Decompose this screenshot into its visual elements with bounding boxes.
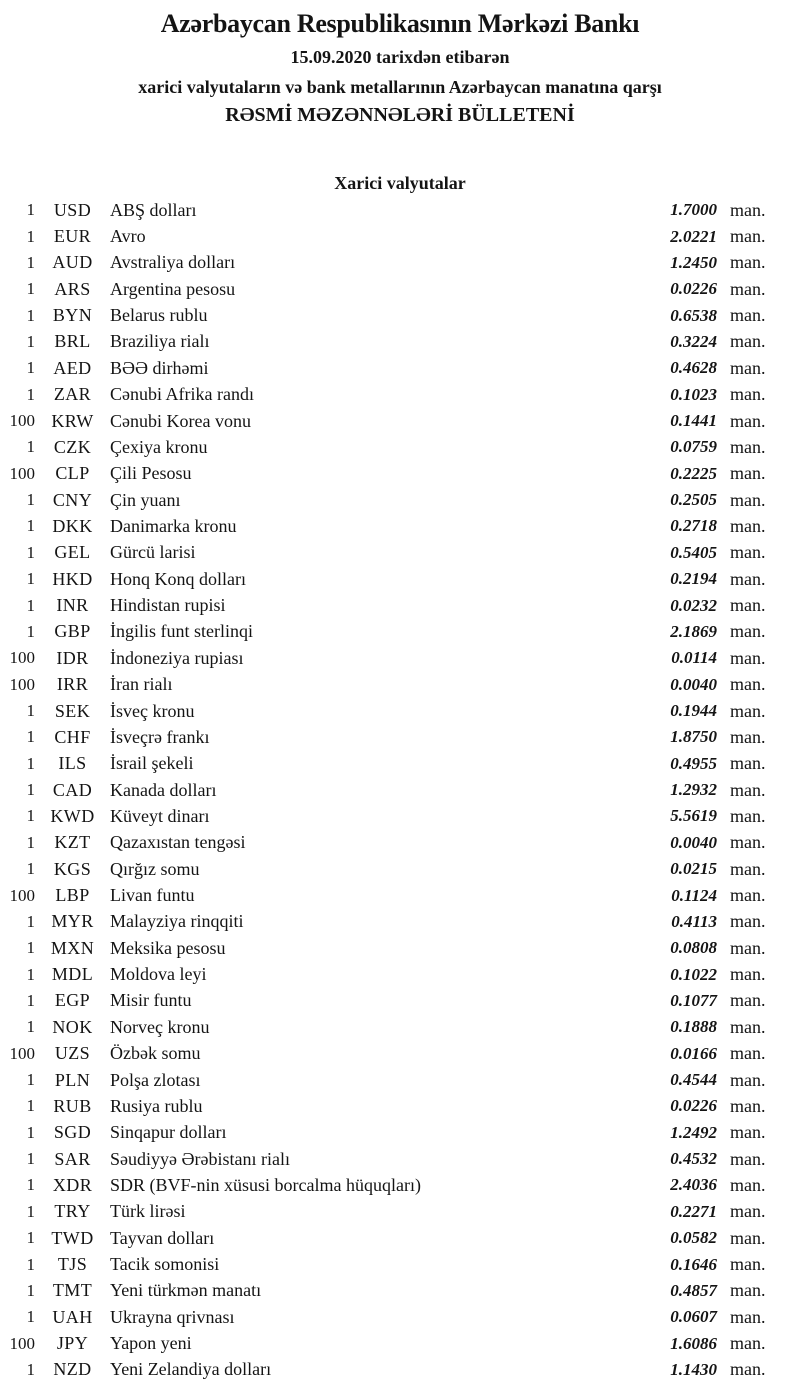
- quantity-cell: 1: [26, 542, 35, 562]
- quantity-cell: 100: [9, 885, 35, 905]
- currency-code-cell: USD: [53, 199, 92, 220]
- rate-value-cell: 0.2505: [670, 490, 717, 510]
- quantity-cell: 100: [9, 463, 35, 483]
- rate-row: [0, 1146, 800, 1172]
- quantity-cell: 1: [26, 621, 35, 641]
- quantity-cell: 1: [26, 859, 35, 879]
- unit-cell: man.: [730, 542, 766, 563]
- quantity-cell: 100: [9, 674, 35, 694]
- currency-code-cell: SEK: [54, 700, 91, 721]
- currency-code-cell: CZK: [53, 436, 92, 457]
- currency-code-cell: GBP: [54, 621, 91, 642]
- rate-value-cell: 0.0040: [670, 832, 717, 852]
- quantity-cell: 1: [26, 1280, 35, 1300]
- currency-name-cell: Misir funtu: [110, 990, 192, 1011]
- rate-row: [0, 803, 800, 829]
- quantity-cell: 1: [26, 200, 35, 220]
- unit-cell: man.: [730, 489, 766, 510]
- rate-row: [0, 434, 800, 460]
- unit-cell: man.: [730, 911, 766, 932]
- rate-value-cell: 0.4955: [670, 753, 717, 773]
- rate-value-cell: 0.0040: [670, 674, 717, 694]
- effective-date-line: 15.09.2020 tarixdən etibarən: [290, 47, 510, 67]
- currency-code-cell: TRY: [54, 1201, 91, 1222]
- unit-cell: man.: [730, 1201, 766, 1222]
- rate-row: [0, 1278, 800, 1304]
- unit-cell: man.: [730, 647, 766, 668]
- unit-cell: man.: [730, 357, 766, 378]
- currency-code-cell: EUR: [53, 226, 92, 247]
- unit-cell: man.: [730, 1359, 766, 1380]
- currency-name-cell: Avro: [110, 226, 146, 247]
- rate-row: [0, 276, 800, 302]
- currency-code-cell: AUD: [52, 252, 93, 273]
- rate-value-cell: 0.4857: [670, 1280, 717, 1300]
- currency-code-cell: ARS: [54, 278, 91, 299]
- currency-code-cell: MDL: [51, 964, 94, 985]
- quantity-cell: 1: [26, 753, 35, 773]
- rate-row: [0, 619, 800, 645]
- rate-value-cell: 0.2225: [670, 463, 717, 483]
- quantity-cell: 1: [26, 595, 35, 615]
- unit-cell: man.: [730, 1016, 766, 1037]
- rate-value-cell: 0.0759: [670, 437, 717, 457]
- unit-cell: man.: [730, 252, 766, 273]
- currency-name-cell: Çexiya kronu: [110, 436, 208, 457]
- rate-value-cell: 2.1869: [670, 621, 717, 641]
- currency-code-cell: JPY: [56, 1333, 89, 1354]
- rate-row: [0, 540, 800, 566]
- rate-value-cell: 1.2492: [670, 1122, 717, 1142]
- rate-row: [0, 724, 800, 750]
- rate-row: [0, 1172, 800, 1198]
- currency-name-cell: Hindistan rupisi: [110, 595, 226, 616]
- unit-cell: man.: [730, 515, 766, 536]
- currency-name-cell: Avstraliya dolları: [110, 252, 236, 273]
- currency-name-cell: Yapon yeni: [110, 1333, 192, 1354]
- rate-row: [0, 302, 800, 328]
- currency-code-cell: KWD: [50, 805, 95, 826]
- quantity-cell: 1: [26, 1228, 35, 1248]
- quantity-cell: 1: [26, 1070, 35, 1090]
- unit-cell: man.: [730, 885, 766, 906]
- rate-row: [0, 461, 800, 487]
- quantity-cell: 1: [26, 1175, 35, 1195]
- currency-code-cell: GEL: [54, 542, 91, 563]
- currency-code-cell: ZAR: [53, 384, 92, 405]
- currency-name-cell: Küveyt dinarı: [110, 805, 210, 826]
- quantity-cell: 1: [26, 701, 35, 720]
- unit-cell: man.: [730, 595, 766, 616]
- currency-code-cell: BRL: [54, 331, 91, 352]
- rate-row: [0, 355, 800, 381]
- currency-code-cell: LBP: [55, 885, 90, 906]
- rate-row: [0, 751, 800, 777]
- currency-name-cell: Norveç kronu: [110, 1016, 210, 1037]
- rate-value-cell: 1.6086: [670, 1333, 717, 1353]
- rate-row: [0, 1199, 800, 1225]
- currency-name-cell: Ukrayna qrivnası: [110, 1306, 235, 1327]
- rate-value-cell: 0.1646: [670, 1254, 717, 1274]
- unit-cell: man.: [730, 1043, 766, 1064]
- currency-name-cell: Braziliya rialı: [110, 331, 210, 352]
- currency-code-cell: HKD: [52, 568, 93, 589]
- rate-row: [0, 856, 800, 882]
- rate-value-cell: 0.0226: [670, 1096, 717, 1116]
- unit-cell: man.: [730, 700, 766, 721]
- currency-code-cell: SAR: [54, 1148, 91, 1169]
- currency-name-cell: Cənubi Korea vonu: [110, 410, 251, 431]
- rate-value-cell: 0.2194: [670, 569, 717, 589]
- unit-cell: man.: [730, 858, 766, 879]
- currency-name-cell: Meksika pesosu: [110, 937, 226, 958]
- quantity-cell: 1: [26, 384, 35, 404]
- unit-cell: man.: [730, 1148, 766, 1169]
- unit-cell: man.: [730, 1280, 766, 1301]
- quantity-cell: 1: [26, 331, 35, 351]
- unit-cell: man.: [730, 674, 766, 695]
- rate-row: [0, 329, 800, 355]
- bank-name-title: Azərbaycan Respublikasının Mərkəzi Bankı: [160, 9, 640, 38]
- quantity-cell: 1: [26, 490, 35, 510]
- rate-value-cell: 0.4544: [670, 1070, 717, 1090]
- unit-cell: man.: [730, 331, 766, 352]
- rate-value-cell: 0.0226: [670, 279, 717, 299]
- unit-cell: man.: [730, 1095, 766, 1116]
- rate-row: [0, 382, 800, 408]
- currency-code-cell: UAH: [52, 1306, 93, 1327]
- currency-code-cell: TWD: [51, 1227, 94, 1248]
- currency-name-cell: Livan funtu: [110, 885, 195, 906]
- currency-code-cell: KGS: [53, 858, 92, 879]
- rate-value-cell: 0.2718: [670, 516, 717, 536]
- currency-code-cell: IRR: [56, 674, 89, 695]
- currency-code-cell: TJS: [57, 1254, 88, 1275]
- rate-row: [0, 1304, 800, 1330]
- rate-value-cell: 0.1441: [670, 411, 717, 431]
- currency-name-cell: Yeni türkmən manatı: [110, 1280, 262, 1301]
- currency-name-cell: Çili Pesosu: [110, 463, 192, 484]
- rate-row: [0, 909, 800, 935]
- currency-name-cell: Rusiya rublu: [110, 1095, 203, 1116]
- rate-value-cell: 0.1022: [670, 964, 717, 984]
- unit-cell: man.: [730, 1174, 766, 1195]
- currency-code-cell: AED: [53, 357, 92, 378]
- rate-value-cell: 0.0232: [670, 595, 717, 615]
- currency-code-cell: RUB: [53, 1095, 92, 1116]
- quantity-cell: 1: [26, 911, 35, 931]
- currency-name-cell: Yeni Zelandiya dolları: [110, 1359, 272, 1380]
- currency-name-cell: Moldova leyi: [110, 964, 207, 985]
- rate-row: [0, 1120, 800, 1146]
- rate-row: [0, 408, 800, 434]
- quantity-cell: 1: [26, 780, 35, 800]
- currency-name-cell: Qazaxıstan tengəsi: [110, 832, 246, 853]
- rate-row: [0, 1251, 800, 1277]
- rate-value-cell: 1.2450: [670, 252, 717, 272]
- rate-value-cell: 0.0582: [670, 1228, 717, 1248]
- currency-code-cell: TMT: [52, 1280, 93, 1301]
- currency-code-cell: SGD: [53, 1122, 92, 1143]
- quantity-cell: 1: [26, 437, 35, 457]
- quantity-cell: 1: [26, 252, 35, 272]
- currency-code-cell: ILS: [58, 753, 87, 774]
- rate-row: [0, 513, 800, 539]
- unit-cell: man.: [730, 726, 766, 747]
- currency-code-cell: CNY: [52, 489, 93, 510]
- rate-value-cell: 0.1023: [670, 384, 717, 404]
- quantity-cell: 100: [9, 648, 35, 668]
- currency-name-cell: Türk lirəsi: [110, 1201, 186, 1222]
- rate-value-cell: 0.0114: [671, 648, 717, 668]
- unit-cell: man.: [730, 1333, 766, 1354]
- unit-cell: man.: [730, 964, 766, 985]
- currency-name-cell: Gürcü larisi: [110, 542, 196, 563]
- quantity-cell: 1: [26, 569, 35, 589]
- currency-code-cell: CHF: [54, 726, 91, 747]
- currency-name-cell: İndoneziya rupiası: [110, 647, 244, 668]
- quantity-cell: 1: [26, 1307, 35, 1327]
- currency-name-cell: Honq Konq dolları: [110, 568, 246, 589]
- unit-cell: man.: [730, 753, 766, 774]
- rate-row: [0, 830, 800, 856]
- rate-value-cell: 0.1888: [670, 1017, 717, 1037]
- currency-name-cell: Tacik somonisi: [110, 1254, 220, 1275]
- quantity-cell: 1: [26, 358, 35, 378]
- currency-name-cell: Cənubi Afrika randı: [110, 384, 254, 405]
- quantity-cell: 1: [26, 727, 35, 747]
- quantity-cell: 1: [26, 226, 35, 246]
- unit-cell: man.: [730, 463, 766, 484]
- rate-value-cell: 0.0215: [670, 859, 717, 879]
- currency-name-cell: Səudiyyə Ərəbistanı rialı: [110, 1148, 290, 1169]
- currency-name-cell: Çin yuanı: [110, 489, 181, 510]
- currency-code-cell: CAD: [52, 779, 93, 800]
- rate-row: [0, 1041, 800, 1067]
- currency-name-cell: BƏƏ dirhəmi: [110, 357, 209, 378]
- currency-code-cell: KZT: [54, 832, 91, 853]
- rate-row: [0, 250, 800, 276]
- unit-cell: man.: [730, 199, 766, 220]
- rate-value-cell: 0.4628: [670, 358, 717, 378]
- unit-cell: man.: [730, 990, 766, 1011]
- quantity-cell: 1: [26, 1359, 35, 1379]
- rate-row: [0, 935, 800, 961]
- rate-value-cell: 0.1124: [671, 885, 717, 905]
- rate-row: [0, 882, 800, 908]
- currency-code-cell: XDR: [52, 1174, 93, 1195]
- unit-cell: man.: [730, 410, 766, 431]
- currency-code-cell: KRW: [51, 410, 94, 431]
- currency-name-cell: Özbək somu: [110, 1043, 201, 1064]
- rate-value-cell: 1.1430: [670, 1359, 717, 1379]
- rate-value-cell: 0.4113: [671, 911, 717, 931]
- quantity-cell: 1: [26, 806, 35, 826]
- rate-value-cell: 0.0607: [670, 1307, 717, 1327]
- rate-row: [0, 988, 800, 1014]
- rate-value-cell: 0.0166: [670, 1043, 717, 1063]
- currency-code-cell: NZD: [53, 1359, 92, 1380]
- bulletin-subtitle: xarici valyutaların və bank metallarının Azərbaycan manatına qarşı: [138, 77, 662, 97]
- currency-name-cell: Polşa zlotası: [110, 1069, 201, 1090]
- quantity-cell: 1: [26, 832, 35, 852]
- currency-name-cell: Tayvan dolları: [110, 1227, 215, 1248]
- currency-name-cell: İsveç kronu: [110, 700, 195, 721]
- bulletin-title: RƏSMİ MƏZƏNNƏLƏRİ BÜLLETENİ: [225, 104, 575, 126]
- currency-name-cell: İsveçrə frankı: [110, 726, 210, 747]
- currency-name-cell: Kanada dolları: [110, 779, 217, 800]
- currency-name-cell: SDR (BVF-nin xüsusi borcalma hüquqları): [110, 1174, 421, 1195]
- rate-row: [0, 1067, 800, 1093]
- rate-value-cell: 0.0808: [670, 938, 717, 958]
- rate-value-cell: 1.2932: [670, 780, 717, 800]
- currency-code-cell: MYR: [51, 911, 94, 932]
- unit-cell: man.: [730, 1306, 766, 1327]
- rate-row: [0, 223, 800, 249]
- unit-cell: man.: [730, 278, 766, 299]
- rate-row: [0, 566, 800, 592]
- currency-code-cell: UZS: [54, 1043, 91, 1064]
- currency-code-cell: MXN: [50, 937, 95, 958]
- currency-code-cell: IDR: [56, 647, 89, 668]
- quantity-cell: 1: [26, 1017, 35, 1037]
- rate-row: [0, 961, 800, 987]
- rate-value-cell: 2.0221: [670, 226, 717, 246]
- unit-cell: man.: [730, 436, 766, 457]
- unit-cell: man.: [730, 937, 766, 958]
- unit-cell: man.: [730, 832, 766, 853]
- rate-row: [0, 645, 800, 671]
- rate-value-cell: 0.1944: [670, 701, 717, 720]
- rate-row: [0, 592, 800, 618]
- quantity-cell: 1: [26, 938, 35, 958]
- unit-cell: man.: [730, 568, 766, 589]
- currency-code-cell: BYN: [52, 305, 93, 326]
- unit-cell: man.: [730, 779, 766, 800]
- rate-value-cell: 1.8750: [670, 727, 717, 747]
- bulletin-header: [0, 0, 800, 128]
- rate-value-cell: 0.3224: [670, 331, 717, 351]
- rate-value-cell: 0.4532: [670, 1149, 717, 1169]
- unit-cell: man.: [730, 805, 766, 826]
- currency-name-cell: İran rialı: [110, 674, 173, 695]
- unit-cell: man.: [730, 1122, 766, 1143]
- unit-cell: man.: [730, 305, 766, 326]
- currency-name-cell: İngilis funt sterlinqi: [110, 621, 253, 642]
- rate-row: [0, 777, 800, 803]
- rate-row: [0, 487, 800, 513]
- currency-name-cell: Argentina pesosu: [110, 278, 236, 299]
- rate-value-cell: 5.5619: [670, 806, 717, 826]
- quantity-cell: 1: [26, 964, 35, 984]
- unit-cell: man.: [730, 1227, 766, 1248]
- quantity-cell: 100: [9, 1043, 35, 1063]
- rate-value-cell: 0.5405: [670, 542, 717, 562]
- rate-row: [0, 1014, 800, 1040]
- rate-row: [0, 671, 800, 697]
- currency-name-cell: Danimarka kronu: [110, 515, 237, 536]
- rates-table: [0, 197, 800, 1383]
- rate-row: [0, 197, 800, 223]
- currency-code-cell: NOK: [52, 1016, 93, 1037]
- currency-name-cell: Belarus rublu: [110, 305, 208, 326]
- rate-value-cell: 2.4036: [670, 1175, 717, 1195]
- quantity-cell: 1: [26, 1122, 35, 1142]
- currency-name-cell: Malayziya rinqqiti: [110, 911, 244, 932]
- rate-value-cell: 0.1077: [670, 990, 717, 1010]
- quantity-cell: 1: [26, 1201, 35, 1221]
- quantity-cell: 1: [26, 1254, 35, 1274]
- rate-row: [0, 698, 800, 724]
- quantity-cell: 100: [9, 411, 35, 431]
- currency-code-cell: CLP: [55, 463, 90, 484]
- currency-name-cell: İsrail şekeli: [110, 753, 194, 774]
- unit-cell: man.: [730, 1254, 766, 1275]
- section-title-foreign-currencies: Xarici valyutalar: [334, 173, 466, 193]
- currency-code-cell: INR: [56, 595, 89, 616]
- rate-row: [0, 1093, 800, 1119]
- currency-code-cell: EGP: [54, 990, 91, 1011]
- currency-code-cell: DKK: [52, 515, 93, 536]
- currency-name-cell: Sinqapur dolları: [110, 1122, 227, 1143]
- quantity-cell: 1: [26, 279, 35, 299]
- currency-name-cell: ABŞ dolları: [110, 199, 197, 220]
- currency-name-cell: Qırğız somu: [110, 858, 200, 879]
- rate-row: [0, 1330, 800, 1356]
- unit-cell: man.: [730, 226, 766, 247]
- unit-cell: man.: [730, 384, 766, 405]
- rate-value-cell: 0.2271: [670, 1201, 717, 1221]
- rate-row: [0, 1357, 800, 1383]
- quantity-cell: 1: [26, 1149, 35, 1169]
- rate-value-cell: 1.7000: [670, 200, 717, 220]
- quantity-cell: 1: [26, 1096, 35, 1116]
- rate-value-cell: 0.6538: [670, 305, 717, 325]
- quantity-cell: 1: [26, 516, 35, 536]
- quantity-cell: 1: [26, 305, 35, 325]
- quantity-cell: 100: [9, 1333, 35, 1353]
- rate-row: [0, 1225, 800, 1251]
- unit-cell: man.: [730, 1069, 766, 1090]
- unit-cell: man.: [730, 621, 766, 642]
- quantity-cell: 1: [26, 990, 35, 1010]
- currency-code-cell: PLN: [54, 1069, 91, 1090]
